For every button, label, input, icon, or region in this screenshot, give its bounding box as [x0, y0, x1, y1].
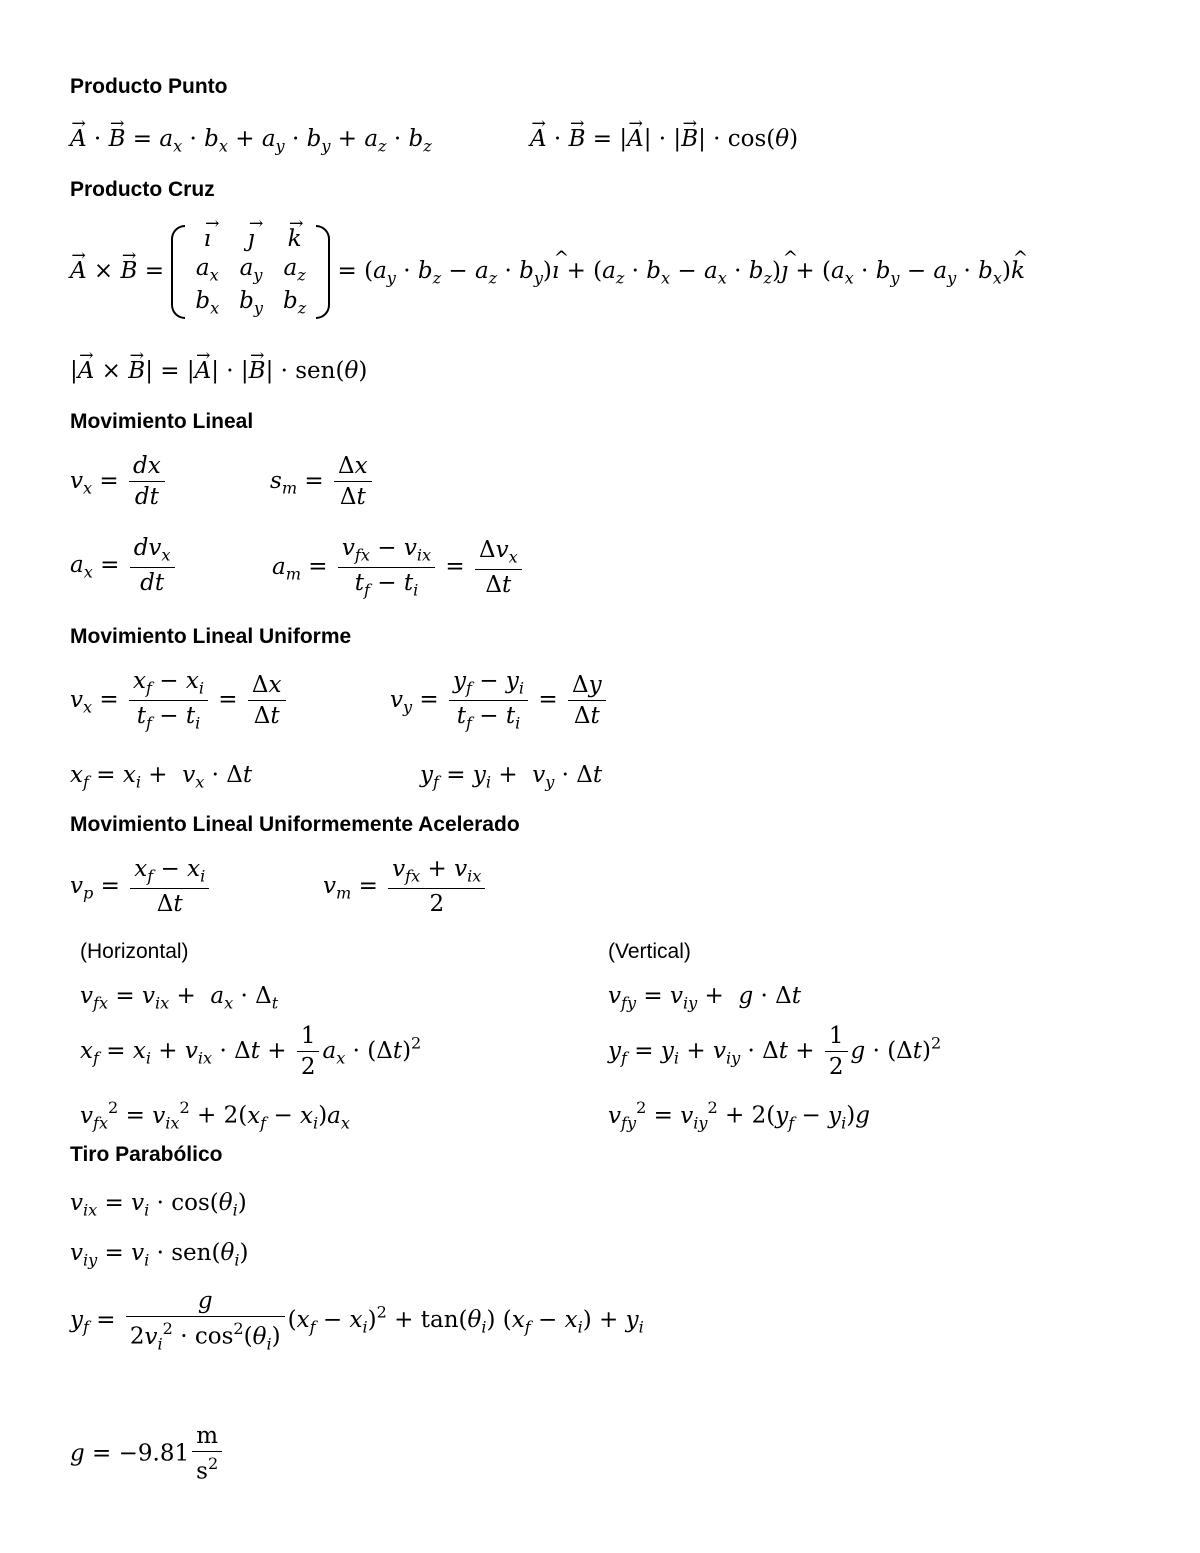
- equation-v-position: $y_f = y_i + v_{iy} \cdot \Delta t$ + $\frac{1}{2}$ $g \cdot (\Delta t)^2$: [608, 1023, 942, 1080]
- equation-mean-speed: $s_m$ = $\frac{\Delta x}{\Delta t}$: [270, 455, 375, 509]
- equation-h-velocity: $v_{fx} = v_{ix} + a_x \cdot \Delta_t$: [80, 983, 279, 1013]
- equation-trajectory: $y_f$ = $\frac{g}{2v_i^2 \cdot \cos^2(\theta_i)}$ $(x_f - x_i)^2 + \tan(\theta_i) (x_f - x_i) + y_i$: [70, 1288, 644, 1354]
- heading-movimiento-lineal: Movimiento Lineal: [70, 410, 254, 433]
- equation-dot-components: → A · → $B = a_x \cdot b_x + a_y \cdot b_y + a_z \cdot b_z$: [70, 128, 432, 155]
- heading-producto-cruz: Producto Cruz: [70, 178, 215, 201]
- equation-uniform-xf: $x_f = x_i + v_x \cdot \Delta t$: [70, 762, 253, 792]
- equation-mean-acceleration: $a_m$ = $\frac{v_{fx} - v_{ix}}{t_f - t_i}$ = $\frac{\Delta v_x}{\Delta t}$: [272, 537, 525, 598]
- label-horizontal: (Horizontal): [80, 940, 189, 963]
- cross-product-matrix: → ı → ȷ → k $a_x$ $a_y$ $a_z$ $b_x$ $b_y$ $b_z$: [171, 225, 330, 319]
- equation-uniform-yf: $y_f = y_i + v_y \cdot \Delta t$: [420, 762, 603, 792]
- heading-movimiento-uniforme: Movimiento Lineal Uniforme: [70, 625, 352, 648]
- equation-h-position: $x_f = x_i + v_{ix} \cdot \Delta t$ + $\frac{1}{2}$ $a_x \cdot (\Delta t)^2$: [80, 1023, 422, 1080]
- equation-cross-matrix: → A × → B = → ı → ȷ → k $a_x$ $a_y$ $a_z$ $b_x$ $b_y$ $b_z$ = ($a_y \cdot b_z - a_z$ · $b_y)\^{}$ ı + ($a_z \cdot b_x - a_x$ · $b_z)\^{}$ ȷ + ($a_x \cdot b_y - a_y$ · $b_x)\^{}$ k: [70, 225, 1025, 319]
- equation-v-velocity: $v_{fy} = v_{iy} + g \cdot \Delta t$: [608, 983, 801, 1013]
- equation-mean-velocity: $v_m$ = $\frac{v_{fx} + v_{ix}}{2}$: [323, 858, 488, 916]
- equation-v-torricelli: $v_{fy}^2 = v_{iy}^2 + 2(y_f - y_i)g$: [608, 1098, 870, 1133]
- gravity-value: −9.81: [118, 1440, 190, 1467]
- equation-h-torricelli: $v_{fx}^2 = v_{ix}^2 + 2(x_f - x_i)a_x$: [80, 1098, 350, 1133]
- label-vertical: (Vertical): [608, 940, 691, 963]
- equation-cross-magnitude: |→ A × → B| = |→ A| · |→ B| · sen(θ): [70, 360, 367, 383]
- gravity-unit-denominator: s: [196, 1458, 208, 1485]
- equation-vix: $v_{ix} = v_i \cdot \cos(\theta_i)$: [70, 1190, 247, 1220]
- equation-uniform-vy: $v_y$ = $\frac{y_f - y_i}{t_f - t_i}$ = $\frac{\Delta y}{\Delta t}$: [390, 670, 609, 731]
- gravity-unit-numerator: m: [192, 1425, 222, 1452]
- equation-gravity-constant: g = −9.81 $\frac{m}{s^2}$: [70, 1425, 225, 1484]
- heading-tiro-parabolico: Tiro Parabólico: [70, 1143, 223, 1166]
- equation-velocity: $v_x$ = $\frac{dx}{dt}$: [70, 455, 168, 509]
- equation-dot-magnitude: → A · → B = |→ A| · |→ B| · cos(θ): [530, 128, 798, 151]
- heading-producto-punto: Producto Punto: [70, 75, 228, 98]
- equation-acceleration: $a_x$ = $\frac{dv_x}{dt}$: [70, 537, 178, 595]
- equation-uniform-vx: $v_x$ = $\frac{x_f - x_i}{t_f - t_i}$ = $\frac{\Delta x}{\Delta t}$: [70, 670, 289, 731]
- equation-average-velocity: $v_p$ = $\frac{x_f - x_i}{\Delta t}$: [70, 858, 212, 916]
- equation-viy: $v_{iy} = v_i \cdot sen(\theta_i)$: [70, 1240, 249, 1270]
- heading-movimiento-acelerado: Movimiento Lineal Uniformemente Acelerado: [70, 813, 520, 836]
